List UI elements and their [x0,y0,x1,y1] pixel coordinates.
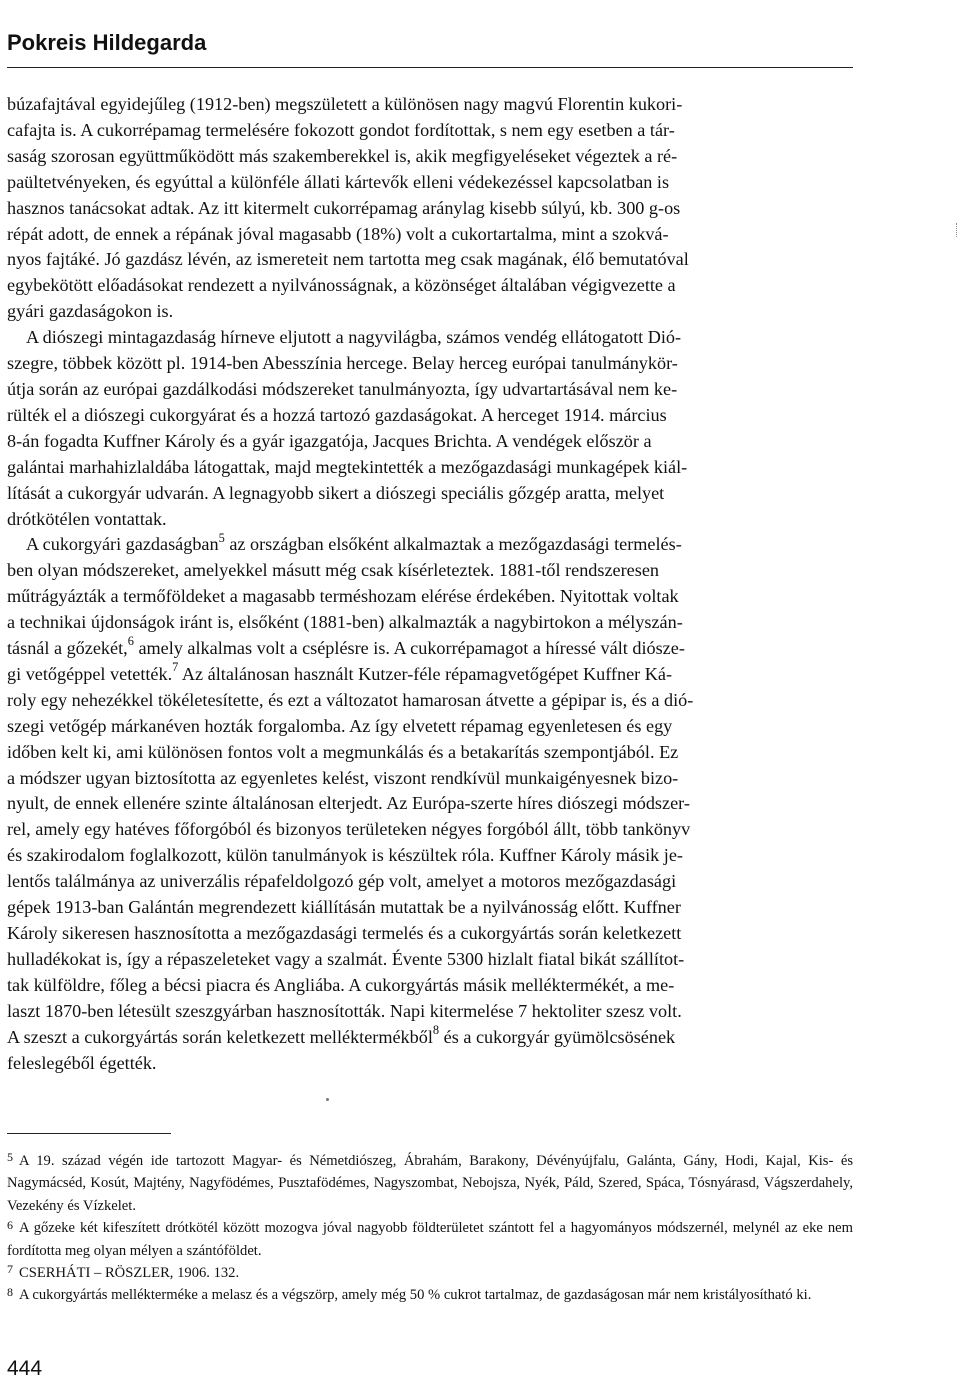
body-line: drótkötélen vontattak. [7,508,167,529]
body-line: rülték el a diószegi cukorgyárat és a hozzá tartozó gazdaságokat. A herceget 1914. március [7,404,667,425]
body-line-part: amely alkalmas volt a cséplésre is. A cukorrépamagot a híressé vált diósze- [133,638,685,659]
body-line: egybekötött előadásokat rendezett a nyilvánosságnak, a közönséget általában végigvezette a [7,275,676,296]
body-line: nyult, de ennek ellenére szinte általánosan elterjedt. Az Európa-szerte híres diószegi módszer- [7,793,690,814]
body-line: ben olyan módszereket, amelyekkel másutt még csak kísérleteztek. 1881-től rendszeresen [7,560,659,581]
footnote-5 [7,1150,853,1217]
footnote-ref-6[interactable]: 6 [127,634,134,649]
page-number: 444 [7,1357,43,1380]
body-line: nyos fajtáké. Jó gazdász lévén, az ismereteit nem tartotta meg csak magának, élő bemutatóval [7,249,689,270]
body-line: lentős találmánya az univerzális répafeldolgozó gép volt, amelyet a motoros mezőgazdasági [7,871,677,892]
body-line-part: A szeszt a cukorgyártás során keletkezett melléktermékből [7,1026,433,1047]
body-line: rel, amely egy hatéves főforgóból és bizonyos területeken négyes forgóból állt, több tankönyv [7,819,691,840]
footnote-8 [7,1284,853,1306]
body-line: gyári gazdaságokon is. [7,301,174,322]
body-line [7,636,853,662]
body-line: Károly sikeresen hasznosította a mezőgazdasági termelés és a cukorgyártás során keletkezett [7,923,682,943]
body-line: hasznos tanácsokat adtak. Az itt kitermelt cukorrépamag aránylag kisebb súlyú, kb. 300 g-os [7,197,681,218]
body-line-part: A cukorgyári gazdaságban [26,534,219,555]
body-line: A diószegi mintagazdaság hírneve eljutott a nagyvilágba, számos vendég ellátogatott Dió- [26,327,682,348]
body-line [7,1025,853,1051]
body-line: paültetvényeken, és egyúttal a különféle állati kártevők elleni védekezéssel kapcsolatban is [7,171,670,192]
footnote-text: A 19. század végén ide tartozott Magyar- és Németdiószeg, Ábrahám, Barakony, Dévényújfalu, Galánta, Gány, Hodi, Kajal, Kis- és Nagymácséd, Kosút, Majtény, Nagyfödémes, Pusztafödémes, Nagyszombat, Nebojsza, Nyék, Páld, Szered, Spáca, Tósnyárasd, Vágszerdahely, Vezekény és Vízkelet. [7,1153,853,1214]
body-line: a technikai újdonságok iránt is, elsőként (1881-ben) alkalmazták a nagybirtokon a mélyszán- [7,612,683,633]
footnote-number: 6 [7,1217,13,1232]
running-header-title: Pokreis Hildegarda [7,30,207,55]
body-line: és szakirodalom foglalkozott, külön tanulmányok is készültek róla. Kuffner Károly másik je- [7,845,683,866]
body-line-part: Az általánosan használt Kutzer-féle répamagvetőgépet Kuffner Ká- [178,663,673,684]
footnote-text: A gőzeke két kifeszített drótkötél között mozogva jóval nagyobb földterületet szántott fel a hagyományos módszernél, melynél az eke nem fordította meg olyan mélyen a szántóföldet. [7,1220,853,1259]
header-rule [7,67,853,68]
body-line [7,532,853,558]
body-line: 8-án fogadta Kuffner Károly és a gyár igazgatója, Jacques Brichta. A vendégek először a [7,430,652,451]
body-line: gépek 1913-ban Galántán megrendezett kiállításán mutattak be a nyilvánosság előtt. Kuffner [7,897,681,918]
body-line: répát adott, de ennek a répának jóval magasabb (18%) volt a cukortartalma, mint a szokvá- [7,223,669,244]
body-line-part: és a cukorgyár gyümölcsösének [439,1026,676,1047]
footnote-ref-8[interactable]: 8 [432,1023,440,1038]
footnotes [7,1150,853,1307]
footnote-text: CSERHÁTI – RÖSZLER, 1906. 132. [19,1265,240,1282]
footnote-rule [7,1133,171,1134]
body-line: roly egy nehezékkel tökéletesítette, és ezt a változatot hamarosan átvette a gépipar is, és a dió- [7,689,694,710]
body-line: a módszer ugyan biztosította az egyenletes kelést, viszont rendkívül munkaigényesnek bizo- [7,767,679,788]
footnote-7 [7,1262,853,1284]
body-line: feleslegéből égették. [7,1052,157,1073]
body-text [7,92,853,1076]
body-line: időben kelt ki, ami különösen fontos volt a megmunkálás és a betakarítás szempontjából. Ez [7,741,679,762]
body-line: műtrágyázták a termőföldeket a magasabb terméshozam elérése érdekében. Nyitottak voltak [7,586,679,607]
body-line: útja során az európai gazdálkodási módszereket tanulmányozta, így udvartartásával nem ke- [7,378,678,399]
body-line: galántai marhahizlaldába látogattak, majd megtekintették a mezőgazdasági munkagépek kiál- [7,456,688,477]
body-line-part: az országban elsőként alkalmaztak a mezőgazdasági termelés- [224,534,682,555]
margin-mark [956,223,959,237]
footnote-number: 5 [7,1150,13,1165]
body-line: tak külföldre, főleg a bécsi piacra és Angliába. A cukorgyártás másik melléktermékét, a me- [7,974,675,995]
body-line: laszt 1870-ben létesült szeszgyárban hasznosították. Napi kitermelése 7 hektoliter szesz volt. [7,1000,682,1021]
footnote-ref-5[interactable]: 5 [218,530,225,545]
body-line: saság szorosan együttműködött más szakemberekkel is, akik megfigyeléseket végeztek a ré- [7,145,678,166]
body-line: szegi vetőgép márkanéven hozták forgalomba. Az így elvetett répamag egyenletesen és egy [7,715,673,736]
footnote-ref-7[interactable]: 7 [172,660,179,675]
footnote-number: 7 [7,1262,13,1277]
body-line: hulladékokat is, így a répaszeleteket vagy a szalmát. Évente 5300 hizlalt fiatal bikát szállítot- [7,948,685,969]
footnote-number: 8 [7,1284,13,1299]
body-line-part: gi vetőgéppel vetették. [7,663,173,684]
footnote-6 [7,1217,853,1262]
body-line-part: tásnál a gőzekét, [7,638,128,659]
body-line [7,662,853,688]
footnote-text: A cukorgyártás mellékterméke a melasz és a végszörp, amely még 50 % cukrot tartalmaz, de gazdaságosan már nem kristályosítható ki. [19,1287,812,1304]
body-line: búzafajtával egyidejűleg (1912-ben) megszületett a különösen nagy magvú Florentin kukori- [7,94,683,114]
body-line: lítását a cukorgyár udvarán. A legnagyobb sikert a diószegi speciális gőzgép aratta, melyet [7,482,665,503]
body-line: szegre, többek között pl. 1914-ben Abesszínia hercege. Belay herceg európai tanulmánykör- [7,353,678,374]
body-line: cafajta is. A cukorrépamag termelésére fokozott gondot fordítottak, s nem egy esetben a tár- [7,119,675,140]
stray-dot [326,1098,329,1101]
